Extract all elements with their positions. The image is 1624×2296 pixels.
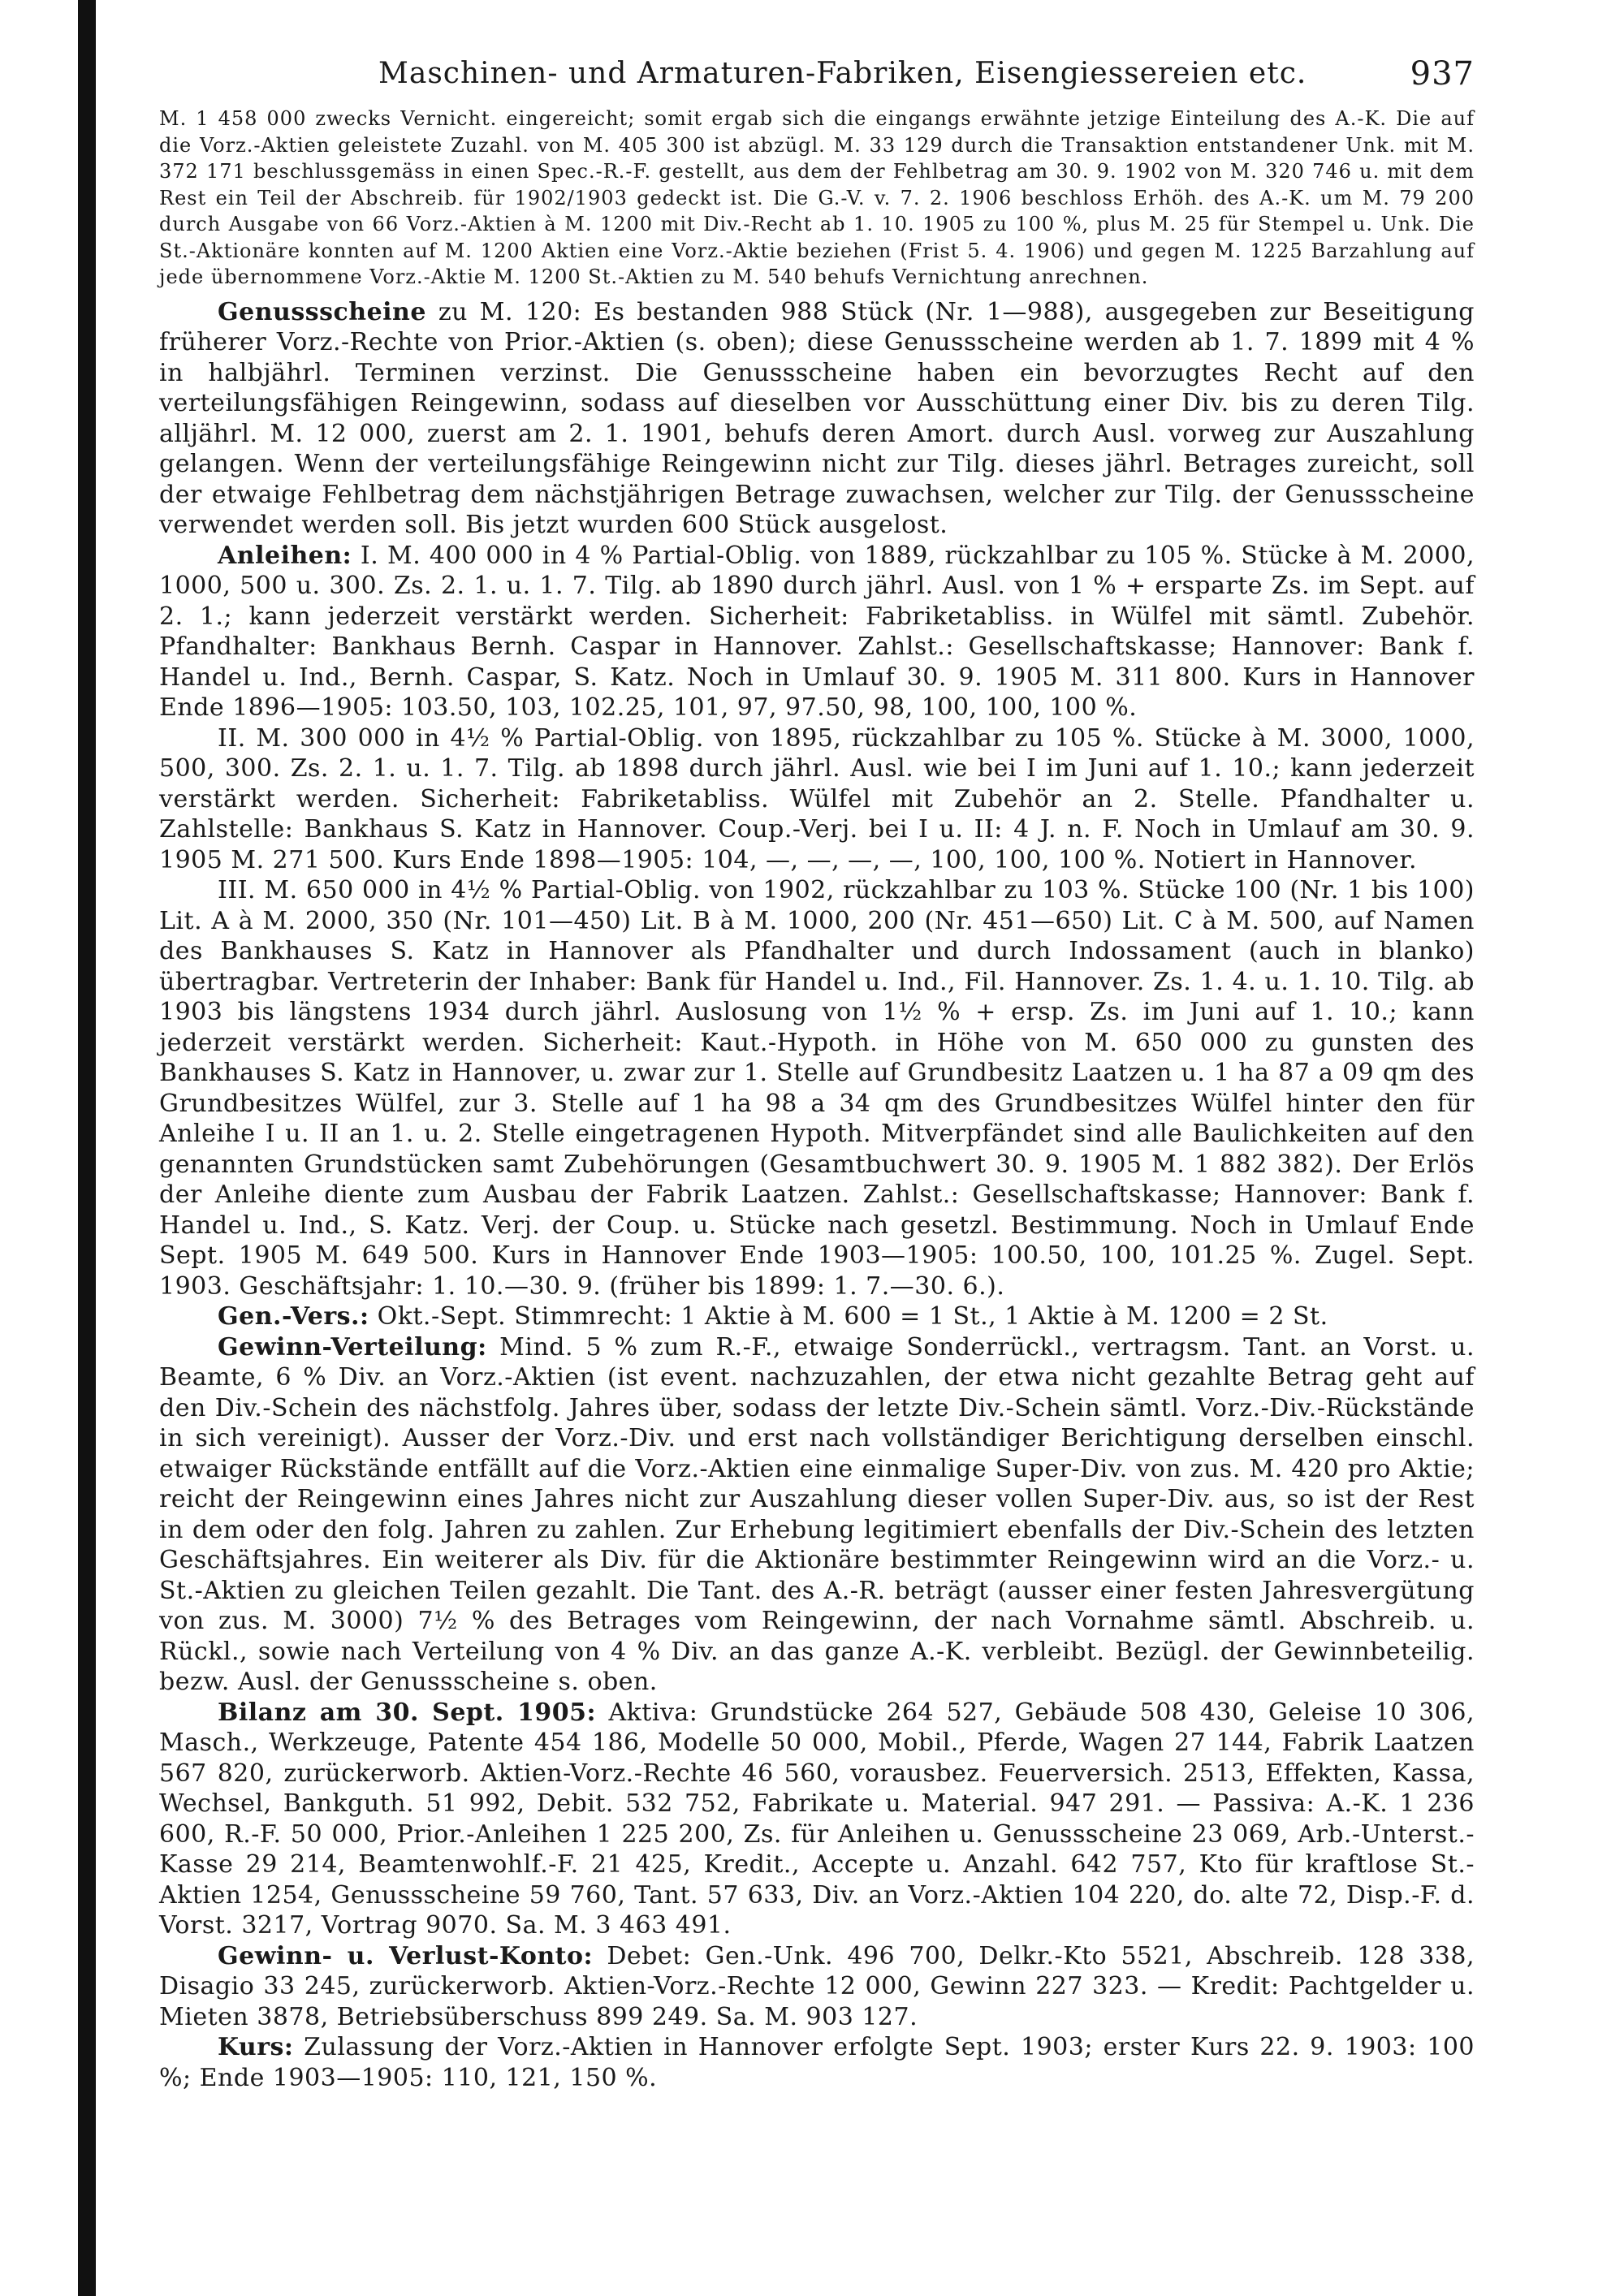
section-text: II. M. 300 000 in 4½ % Partial-Oblig. von 1895, rückzahlbar zu 105 %. Stücke à M. 3000, 1000, 500, 300. Zs. 2. 1. u. 1. 7. Tilg. ab 1898 durch jährl. Ausl. wie bei I im Juni auf 1. 10.; kann jederzeit verstärkt werden. Sicherheit: Fabriketabliss. Wülfel mit Zubehör an 2. Stelle. Pfandhalter u. Zahlstelle: Bankhaus S. Katz in Hannover. Coup.-Verj. bei I u. II: 4 J. n. F. Noch in Umlauf am 30. 9. 1905 M. 271 500. Kurs Ende 1898—1905: 104, —, —, —, —, 100, 100, 100 %. Notiert in Hannover. (159, 723, 1475, 874)
section-text: zu M. 120: Es bestanden 988 Stück (Nr. 1—988), ausgegeben zur Beseitigung früherer Vorz.-Rechte von Prior.-Aktien (s. oben); diese Genussscheine werden ab 1. 7. 1899 mit 4 % in halbjährl. Terminen verzinst. Die Genussscheine haben ein bevorzugtes Recht auf den verteilungsfähigen Reingewinn, sodass auf dieselben vor Ausschüttung einer Div. bis zu deren Tilg. alljährl. M. 12 000, zuerst am 2. 1. 1901, behufs deren Amort. durch Ausl. vorweg zur Auszahlung gelangen. Wenn der verteilungsfähige Reingewinn nicht zur Tilg. dieses jährl. Betrages zureicht, soll der etwaige Fehlbetrag dem nächstjährigen Betrage zuwachsen, welcher zur Tilg. der Genussscheine verwendet werden soll. Bis jetzt wurden 600 Stück ausgelost. (159, 297, 1475, 539)
section-text: Zulassung der Vorz.-Aktien in Hannover erfolgte Sept. 1903; erster Kurs 22. 9. 1903: 100 %; Ende 1903—1905: 110, 121, 150 %. (159, 2033, 1475, 2092)
running-header (159, 49, 1475, 106)
section-heading: Genussscheine (218, 297, 426, 326)
intro-paragraph: M. 1 458 000 zwecks Vernicht. eingereicht; somit ergab sich die eingangs erwähnte jetzige Einteilung des A.-K. Die auf die Vorz.-Aktien geleistete Zuzahl. von M. 405 300 ist abzügl. M. 33 129 durch die Transaktion entstandener Unk. mit M. 372 171 beschlussgemäss in einen Spec.-R.-F. gestellt, aus dem der Fehlbetrag am 30. 9. 1902 von M. 320 746 u. mit dem Rest ein Teil der Abschreib. für 1902/1903 gedeckt ist. Die G.-V. v. 7. 2. 1906 beschloss Erhöh. des A.-K. um M. 79 200 durch Ausgabe von 66 Vorz.-Aktien à M. 1200 mit Div.-Recht ab 1. 10. 1905 zu 100 %, plus M. 25 für Stempel u. Unk. Die St.-Aktionäre konnten auf M. 1200 Aktien eine Vorz.-Aktie beziehen (Frist 5. 4. 1906) und gegen M. 1225 Barzahlung auf jede übernommene Vorz.-Aktie M. 1200 St.-Aktien zu M. 540 behufs Vernichtung anrechnen. (159, 107, 1475, 288)
section-heading: Kurs: (218, 2033, 294, 2061)
section-gewinn-verlust (159, 1941, 1475, 2033)
document-body (159, 297, 1475, 2094)
section-text: Debet: Gen.-Unk. 496 700, Delkr.-Kto 5521, Abschreib. 128 338, Disagio 33 245, zurückerworb. Aktien-Vorz.-Rechte 12 000, Gewinn 227 323. — Kredit: Pachtgelder u. Mieten 3878, Betriebsüberschuss 899 249. Sa. M. 903 127. (159, 1941, 1475, 2031)
section-kurs (159, 2032, 1475, 2093)
section-heading: Gewinn- u. Verlust-Konto: (218, 1941, 594, 1970)
page-number: 937 (1410, 55, 1475, 93)
page-binding-edge (78, 0, 96, 2296)
section-gewinn-verteilung (159, 1332, 1475, 1698)
section-anleihe-iii (159, 875, 1475, 1301)
section-anleihe-ii (159, 723, 1475, 876)
document-page (159, 49, 1475, 2093)
section-text: Okt.-Sept. Stimmrecht: 1 Aktie à M. 600 = 1 St., 1 Aktie à M. 1200 = 2 St. (369, 1302, 1328, 1331)
section-text: III. M. 650 000 in 4½ % Partial-Oblig. von 1902, rückzahlbar zu 103 %. Stücke 100 (Nr. 1 bis 100) Lit. A à M. 2000, 350 (Nr. 101—450) Lit. B à M. 1000, 200 (Nr. 451—650) Lit. C à M. 500, auf Namen des Bankhauses S. Katz in Hannover als Pfandhalter und durch Indossament (auch in blanko) übertragbar. Vertreterin der Inhaber: Bank für Handel u. Ind., Fil. Hannover. Zs. 1. 4. u. 1. 10. Tilg. ab 1903 bis längstens 1934 durch jährl. Auslosung von 1½ % + ersp. Zs. im Juni auf 1. 10.; kann jederzeit verstärkt werden. Sicherheit: Kaut.-Hypoth. in Höhe von M. 650 000 zu gunsten des Bankhauses S. Katz in Hannover, u. zwar zur 1. Stelle auf Grundbesitz Laatzen u. 1 ha 87 a 09 qm des Grundbesitzes Wülfel, zur 3. Stelle auf 1 ha 98 a 34 qm des Grundbesitzes Wülfel hinter den für Anleihe I u. II an 1. u. 2. Stelle eingetragenen Hypoth. Mitverpfändet sind alle Baulichkeiten auf den genannten Grundstücken samt Zubehörungen (Gesamtbuchwert 30. 9. 1905 M. 1 882 382). Der Erlös der Anleihe diente zum Ausbau der Fabrik Laatzen. Zahlst.: Gesellschaftskasse; Hannover: Bank f. Handel u. Ind., S. Katz. Verj. der Coup. u. Stücke nach gesetzl. Bestimmung. Noch in Umlauf Ende Sept. 1905 M. 649 500. Kurs in Hannover Ende 1903—1905: 100.50, 100, 101.25 %. Zugel. Sept. 1903. Geschäftsjahr: 1. 10.—30. 9. (früher bis 1899: 1. 7.—30. 6.). (159, 876, 1475, 1301)
section-bilanz (159, 1698, 1475, 1941)
section-text: Mind. 5 % zum R.-F., etwaige Sonderrückl., vertragsm. Tant. an Vorst. u. Beamte, 6 % Div. an Vorz.-Aktien (ist event. nachzuzahlen, der etwa nicht gezahlte Betrag geht auf den Div.-Schein des nächstfolg. Jahres über, sodass der letzte Div.-Schein sämtl. Vorz.-Div.-Rückstände in sich vereinigt). Ausser der Vorz.-Div. und erst nach vollständiger Berichtigung derselben einschl. etwaiger Rückstände entfällt auf die Vorz.-Aktien eine einmalige Super-Div. von zus. M. 420 pro Aktie; reicht der Reingewinn eines Jahres nicht zur Auszahlung dieser vollen Super-Div. aus, so ist der Rest in dem oder den folg. Jahren zu zahlen. Zur Erhebung legitimiert ebenfalls der Div.-Schein des letzten Geschäftsjahres. Ein weiterer als Div. für die Aktionäre bestimmter Reingewinn wird an die Vorz.- u. St.-Aktien zu gleichen Teilen gezahlt. Die Tant. des A.-R. beträgt (ausser einer festen Jahresvergütung von zus. M. 3000) 7½ % des Betrages vom Reingewinn, der nach Vornahme sämtl. Abschreib. u. Rückl., sowie nach Verteilung von 4 % Div. an das ganze A.-K. verbleibt. Bezügl. der Gewinnbeteilig. bezw. Ausl. der Genussscheine s. oben. (159, 1332, 1475, 1696)
section-heading: Anleihen: (218, 541, 352, 570)
section-heading: Gen.-Vers.: (218, 1302, 369, 1331)
section-text: Aktiva: Grundstücke 264 527, Gebäude 508 430, Geleise 10 306, Masch., Werkzeuge, Patente 454 186, Modelle 50 000, Mobil., Pferde, Wagen 27 144, Fabrik Laatzen 567 820, zurückerworb. Aktien-Vorz.-Rechte 46 560, vorausbez. Feuerversich. 2513, Effekten, Kassa, Wechsel, Bankguth. 51 992, Debit. 532 752, Fabrikate u. Material. 947 291. — Passiva: A.-K. 1 236 600, R.-F. 50 000, Prior.-Anleihen 1 225 200, Zs. für Anleihen u. Genussscheine 23 069, Arb.-Unterst.-Kasse 29 214, Beamtenwohlf.-F. 21 425, Kredit., Accepte u. Anzahl. 642 757, Kto für kraftlose St.-Aktien 1254, Genussscheine 59 760, Tant. 57 633, Div. an Vorz.-Aktien 104 220, do. alte 72, Disp.-F. d. Vorst. 3217, Vortrag 9070. Sa. M. 3 463 491. (159, 1698, 1475, 1940)
section-gen-vers (159, 1301, 1475, 1332)
running-title: Maschinen- und Armaturen-Fabriken, Eisengiessereien etc. (378, 57, 1307, 90)
section-heading: Bilanz am 30. Sept. 1905: (218, 1698, 597, 1727)
section-heading: Gewinn-Verteilung: (218, 1332, 487, 1362)
section-genussscheine (159, 297, 1475, 541)
section-anleihen (159, 541, 1475, 723)
section-text: I. M. 400 000 in 4 % Partial-Oblig. von 1889, rückzahlbar zu 105 %. Stücke à M. 2000, 1000, 500 u. 300. Zs. 2. 1. u. 1. 7. Tilg. ab 1890 durch jährl. Ausl. von 1 % + ersparte Zs. im Sept. auf 2. 1.; kann jederzeit verstärkt werden. Sicherheit: Fabriketabliss. in Wülfel mit sämtl. Zubehör. Pfandhalter: Bankhaus Bernh. Caspar in Hannover. Zahlst.: Gesellschaftskasse; Hannover: Bank f. Handel u. Ind., Bernh. Caspar, S. Katz. Noch in Umlauf 30. 9. 1905 M. 311 800. Kurs in Hannover Ende 1896—1905: 103.50, 103, 102.25, 101, 97, 97.50, 98, 100, 100, 100 %. (159, 541, 1475, 722)
